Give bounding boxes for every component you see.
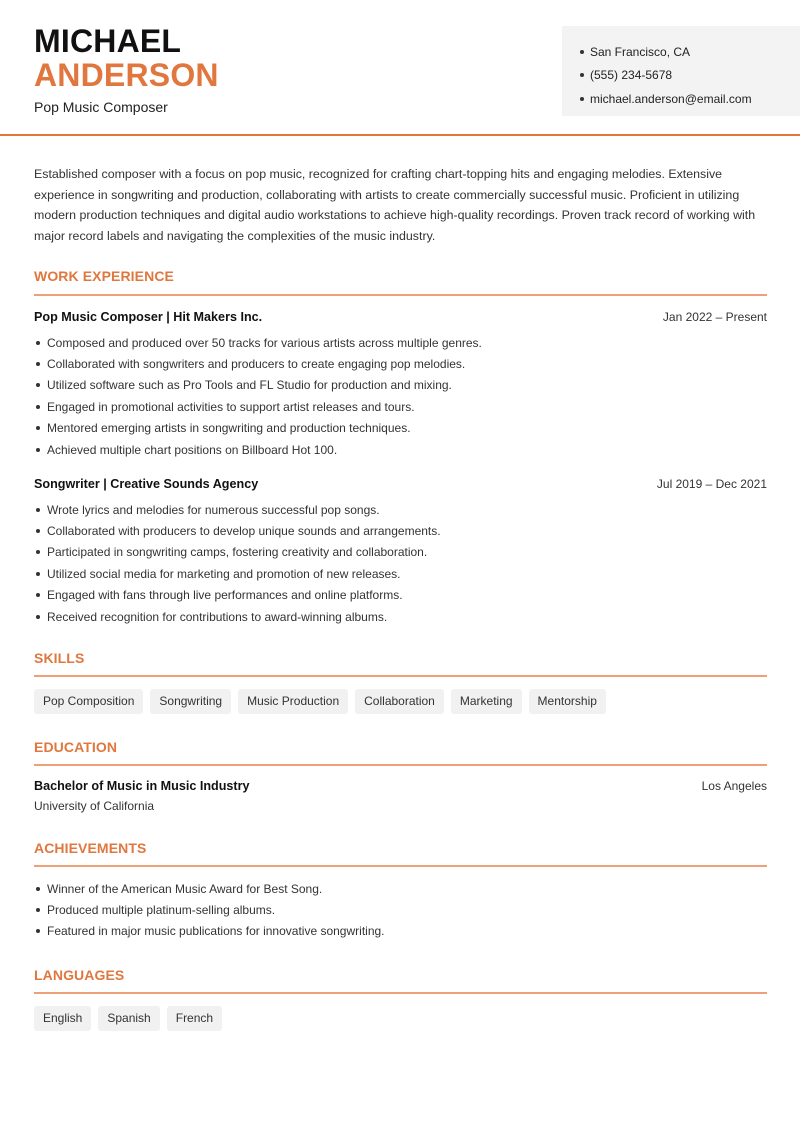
list-item-text: Utilized social media for marketing and promotion of new releases. (47, 566, 401, 581)
bullet-icon (36, 550, 40, 554)
first-name: MICHAEL (34, 23, 182, 59)
list-item (34, 878, 767, 899)
list-item-text: Produced multiple platinum-selling albums. (47, 903, 276, 918)
list-item (34, 542, 767, 563)
list-item (34, 606, 767, 627)
section-title-skills: SKILLS (34, 650, 85, 666)
skills-list (34, 689, 606, 714)
skill-chip: Pop Composition (34, 689, 143, 714)
list-item (34, 353, 767, 374)
skill-chip: Music Production (238, 689, 348, 714)
job-bullets (34, 332, 767, 460)
skill-chip: Marketing (451, 689, 522, 714)
language-chip: French (167, 1006, 222, 1031)
summary-paragraph: Established composer with a focus on pop music, recognized for crafting chart-topping hits and engaging melodies. Extensive experience in songwriting and production, collaborating with artists to create commercially successful music. Proficient in utilizing modern production techniques and digital audio workstations to achieve high-quality recordings. Proven track record of working with major record labels and navigating the complexities of the music industry. (34, 167, 756, 243)
section-divider (34, 764, 767, 766)
languages-list (34, 1006, 222, 1031)
job-date: Jul 2019 – Dec 2021 (656, 477, 767, 491)
achievements-list (34, 878, 767, 942)
bullet-icon (36, 383, 40, 387)
skill-chip: Mentorship (529, 689, 606, 714)
bullet-icon (36, 508, 40, 512)
list-item (34, 396, 767, 417)
bullet-icon (36, 908, 40, 912)
bullet-icon (36, 929, 40, 933)
bullet-icon (580, 50, 584, 54)
list-item-text: Featured in major music publications for innovative songwriting. (47, 924, 385, 939)
list-item (34, 418, 767, 439)
list-item (34, 520, 767, 541)
list-item-text: Engaged in promotional activities to support artist releases and tours. (47, 399, 415, 414)
contact-location-text: San Francisco, CA (590, 44, 691, 59)
list-item (34, 585, 767, 606)
contact-box (562, 26, 800, 116)
section-divider (34, 992, 767, 994)
section-title-languages: LANGUAGES (34, 967, 125, 983)
education-location: Los Angeles (701, 779, 767, 793)
bullet-icon (580, 97, 584, 101)
bullet-icon (36, 405, 40, 409)
bullet-icon (36, 448, 40, 452)
list-item-text: Engaged with fans through live performances and online platforms. (47, 588, 403, 603)
contact-email (580, 87, 800, 111)
bullet-icon (36, 593, 40, 597)
bullet-icon (36, 615, 40, 619)
job-title: Songwriter | Creative Sounds Agency (34, 477, 259, 491)
section-divider (34, 675, 767, 677)
list-item (34, 899, 767, 920)
last-name: ANDERSON (34, 57, 219, 93)
contact-phone (580, 64, 800, 88)
list-item-text: Composed and produced over 50 tracks for various artists across multiple genres. (47, 335, 482, 350)
job-title: Pop Music Composer | Hit Makers Inc. (34, 310, 263, 324)
bullet-icon (36, 887, 40, 891)
list-item-text: Wrote lyrics and melodies for numerous successful pop songs. (47, 502, 380, 517)
job-date: Jan 2022 – Present (662, 310, 767, 324)
language-chip: English (34, 1006, 91, 1031)
resume-header (0, 0, 800, 136)
education-school: University of California (34, 799, 155, 813)
list-item (34, 499, 767, 520)
bullet-icon (36, 362, 40, 366)
skill-chip: Collaboration (355, 689, 444, 714)
contact-location (580, 40, 800, 64)
bullet-icon (36, 341, 40, 345)
skill-chip: Songwriting (150, 689, 231, 714)
list-item-text: Collaborated with songwriters and producers to create engaging pop melodies. (47, 357, 466, 372)
language-chip: Spanish (98, 1006, 159, 1031)
list-item-text: Winner of the American Music Award for Best Song. (47, 881, 323, 896)
bullet-icon (36, 529, 40, 533)
job-role: Pop Music Composer (34, 99, 168, 115)
contact-email-text: michael.anderson@email.com (590, 91, 752, 106)
section-divider (34, 865, 767, 867)
section-title-work: WORK EXPERIENCE (34, 268, 174, 284)
education-degree: Bachelor of Music in Music Industry (34, 779, 250, 793)
section-title-achievements: ACHIEVEMENTS (34, 840, 147, 856)
list-item (34, 921, 767, 942)
section-title-education: EDUCATION (34, 739, 118, 755)
list-item (34, 332, 767, 353)
bullet-icon (36, 426, 40, 430)
list-item-text: Participated in songwriting camps, fostering creativity and collaboration. (47, 545, 428, 560)
list-item (34, 375, 767, 396)
section-divider (34, 294, 767, 296)
bullet-icon (36, 572, 40, 576)
list-item-text: Collaborated with producers to develop unique sounds and arrangements. (47, 524, 441, 539)
list-item-text: Mentored emerging artists in songwriting and production techniques. (47, 421, 411, 436)
list-item (34, 563, 767, 584)
list-item (34, 439, 767, 460)
bullet-icon (580, 73, 584, 77)
job-bullets (34, 499, 767, 627)
list-item-text: Received recognition for contributions to award-winning albums. (47, 609, 388, 624)
list-item-text: Achieved multiple chart positions on Billboard Hot 100. (47, 442, 338, 457)
contact-phone-text: (555) 234-5678 (590, 68, 673, 83)
list-item-text: Utilized software such as Pro Tools and FL Studio for production and mixing. (47, 378, 452, 393)
